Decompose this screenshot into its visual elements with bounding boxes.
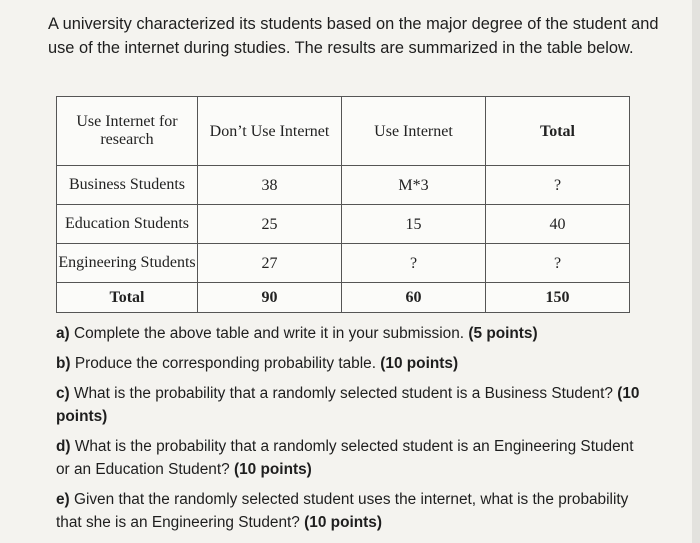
header-cell: Don’t Use Internet <box>198 97 342 166</box>
question-text: What is the probability that a randomly selected student is an Engineering Student or an Education Student? <box>56 438 634 478</box>
header-cell: Total <box>486 97 630 166</box>
contingency-table <box>56 96 630 313</box>
row-label: Engineering Students <box>57 244 198 283</box>
row-label: Total <box>57 283 198 313</box>
table-cell: ? <box>486 166 630 205</box>
table-cell: M*3 <box>342 166 486 205</box>
table-cell: 90 <box>198 283 342 313</box>
question-points: (5 points) <box>468 325 538 342</box>
question-c <box>56 382 646 428</box>
data-table-wrapper <box>56 96 630 313</box>
question-d <box>56 435 646 481</box>
table-cell: ? <box>486 244 630 283</box>
question-text: Complete the above table and write it in your submission. <box>73 325 465 342</box>
table-row <box>57 205 630 244</box>
table-total-row <box>57 283 630 313</box>
question-list <box>56 322 646 541</box>
header-cell: Use Internet <box>342 97 486 166</box>
table-cell: 60 <box>342 283 486 313</box>
table-cell: 25 <box>198 205 342 244</box>
table-cell: ? <box>342 244 486 283</box>
table-header-row <box>57 97 630 166</box>
table-cell: 150 <box>486 283 630 313</box>
question-b <box>56 352 646 375</box>
table-row <box>57 244 630 283</box>
question-text: What is the probability that a randomly selected student is a Business Student? <box>73 385 613 402</box>
question-prefix: c) <box>56 385 70 402</box>
table-cell: 15 <box>342 205 486 244</box>
question-prefix: e) <box>56 491 70 508</box>
question-prefix: d) <box>56 438 71 455</box>
question-points: (10 points) <box>304 514 382 531</box>
intro-paragraph: A university characterized its students based on the major degree of the student and use of the internet during studies. The results are summarized in the table below. <box>48 15 659 57</box>
question-a <box>56 322 646 345</box>
question-prefix: b) <box>56 355 71 372</box>
question-points: (10 points) <box>380 355 459 372</box>
table-cell: 40 <box>486 205 630 244</box>
table-cell: 38 <box>198 166 342 205</box>
question-text: Produce the corresponding probability table. <box>74 355 376 372</box>
row-label: Business Students <box>57 166 198 205</box>
header-cell: Use Internet for research <box>57 97 198 166</box>
question-text: Given that the randomly selected student uses the internet, what is the probability that she is an Engineering Student? <box>56 491 629 531</box>
table-cell: 27 <box>198 244 342 283</box>
question-points: (10 points) <box>56 385 640 425</box>
question-prefix: a) <box>56 325 70 342</box>
question-e <box>56 488 646 534</box>
table-row <box>57 166 630 205</box>
question-points: (10 points) <box>233 461 312 478</box>
row-label: Education Students <box>57 205 198 244</box>
page-edge <box>692 0 700 543</box>
